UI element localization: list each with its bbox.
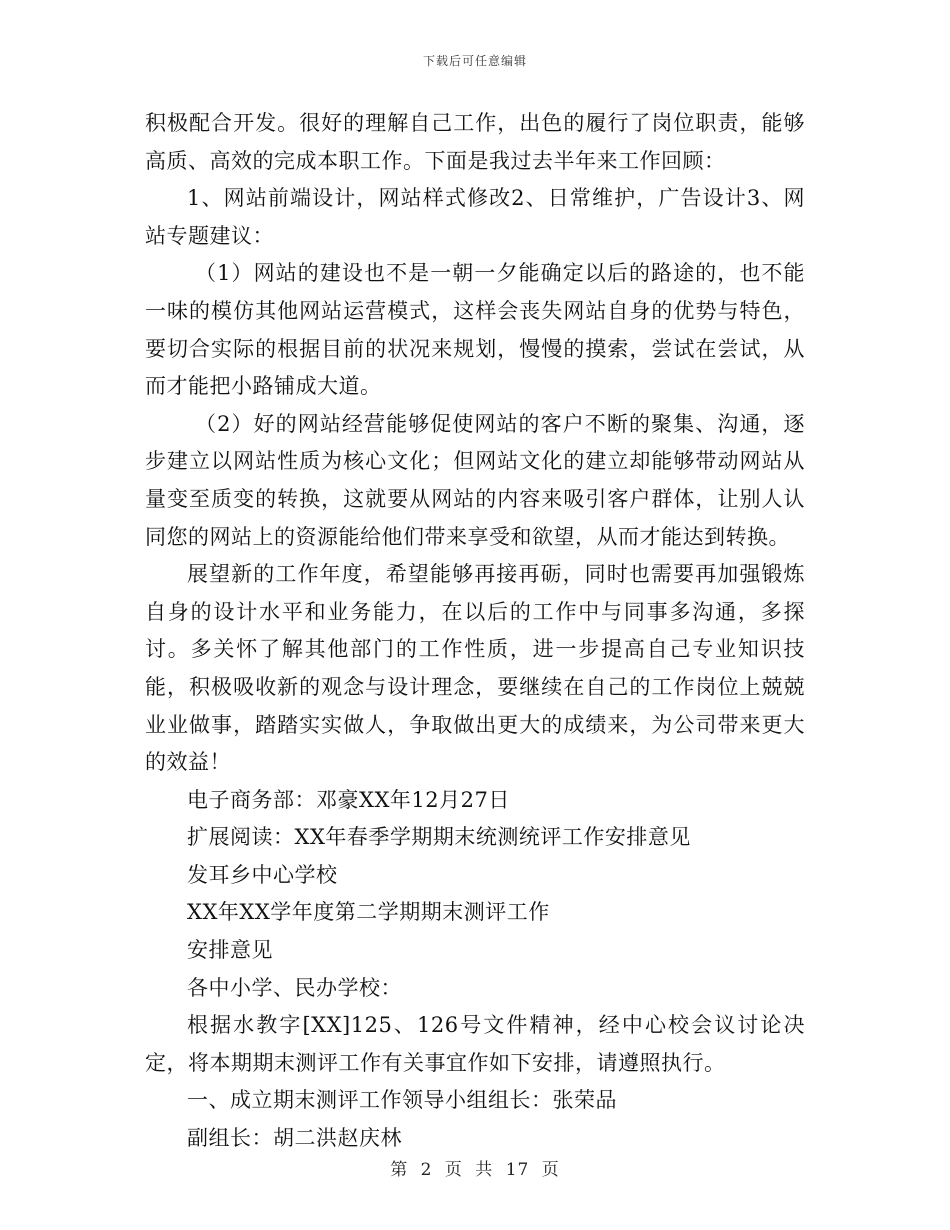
notice-basis: 根据水教字[XX]125、126号文件精神，经中心校会议讨论决定，将本期期末测评工作有关事宜作如下安排，请遵照执行。 [145,1013,805,1075]
signature-line: 电子商务部：邓豪XX年12月27日 [187,787,510,812]
notice-title-line-1: XX年XX学年度第二学期期末测评工作 [187,900,550,925]
notice-addressee: 各中小学、民办学校： [187,975,402,1000]
school-name: 发耳乡中心学校 [187,862,338,887]
leadership-group-deputy: 副组长：胡二洪赵庆林 [187,1126,402,1151]
paragraph-intro: 积极配合开发。很好的理解自己工作，出色的履行了岗位职责，能够高质、高效的完成本职工作。下面是我过去半年来工作回顾： [145,111,805,173]
leadership-group-head: 一、成立期末测评工作领导小组组长：张荣品 [187,1088,617,1113]
page-number-footer: 第 2 页 共 17 页 [390,1160,560,1180]
document-body [145,105,805,1158]
notice-title-line-2: 安排意见 [187,938,273,963]
extended-reading-title: 扩展阅读：XX年春季学期期末统测统评工作安排意见 [187,825,691,850]
paragraph-outlook: 展望新的工作年度，希望能够再接再砺，同时也需要再加强锻炼自身的设计水平和业务能力，在以后的工作中与同事多沟通，多探讨。多关怀了解其他部门的工作性质，进一步提高自己专业知识技能，积极吸收新的观念与设计理念，要继续在自己的工作岗位上兢兢业业做事，踏踏实实做人，争取做出更大的成绩来，为公司带来更大的效益！ [145,562,805,775]
header-note: 下载后可任意编辑 [422,54,527,68]
paragraph-work-list: 1、网站前端设计，网站样式修改2、日常维护，广告设计3、网站专题建议： [145,186,805,248]
paragraph-point-2: （2）好的网站经营能够促使网站的客户不断的聚集、沟通，逐步建立以网站性质为核心文化；但网站文化的建立却能够带动网站从量变至质变的转换，这就要从网站的内容来吸引客户群体，让别人认同您的网站上的资源能给他们带来享受和欲望，从而才能达到转换。 [145,411,805,549]
paragraph-point-1: （1）网站的建设也不是一朝一夕能确定以后的路途的，也不能一味的模仿其他网站运营模式，这样会丧失网站自身的优势与特色，要切合实际的根据目前的状况来规划，慢慢的摸索，尝试在尝试，从而才能把小路铺成大道。 [145,261,805,399]
